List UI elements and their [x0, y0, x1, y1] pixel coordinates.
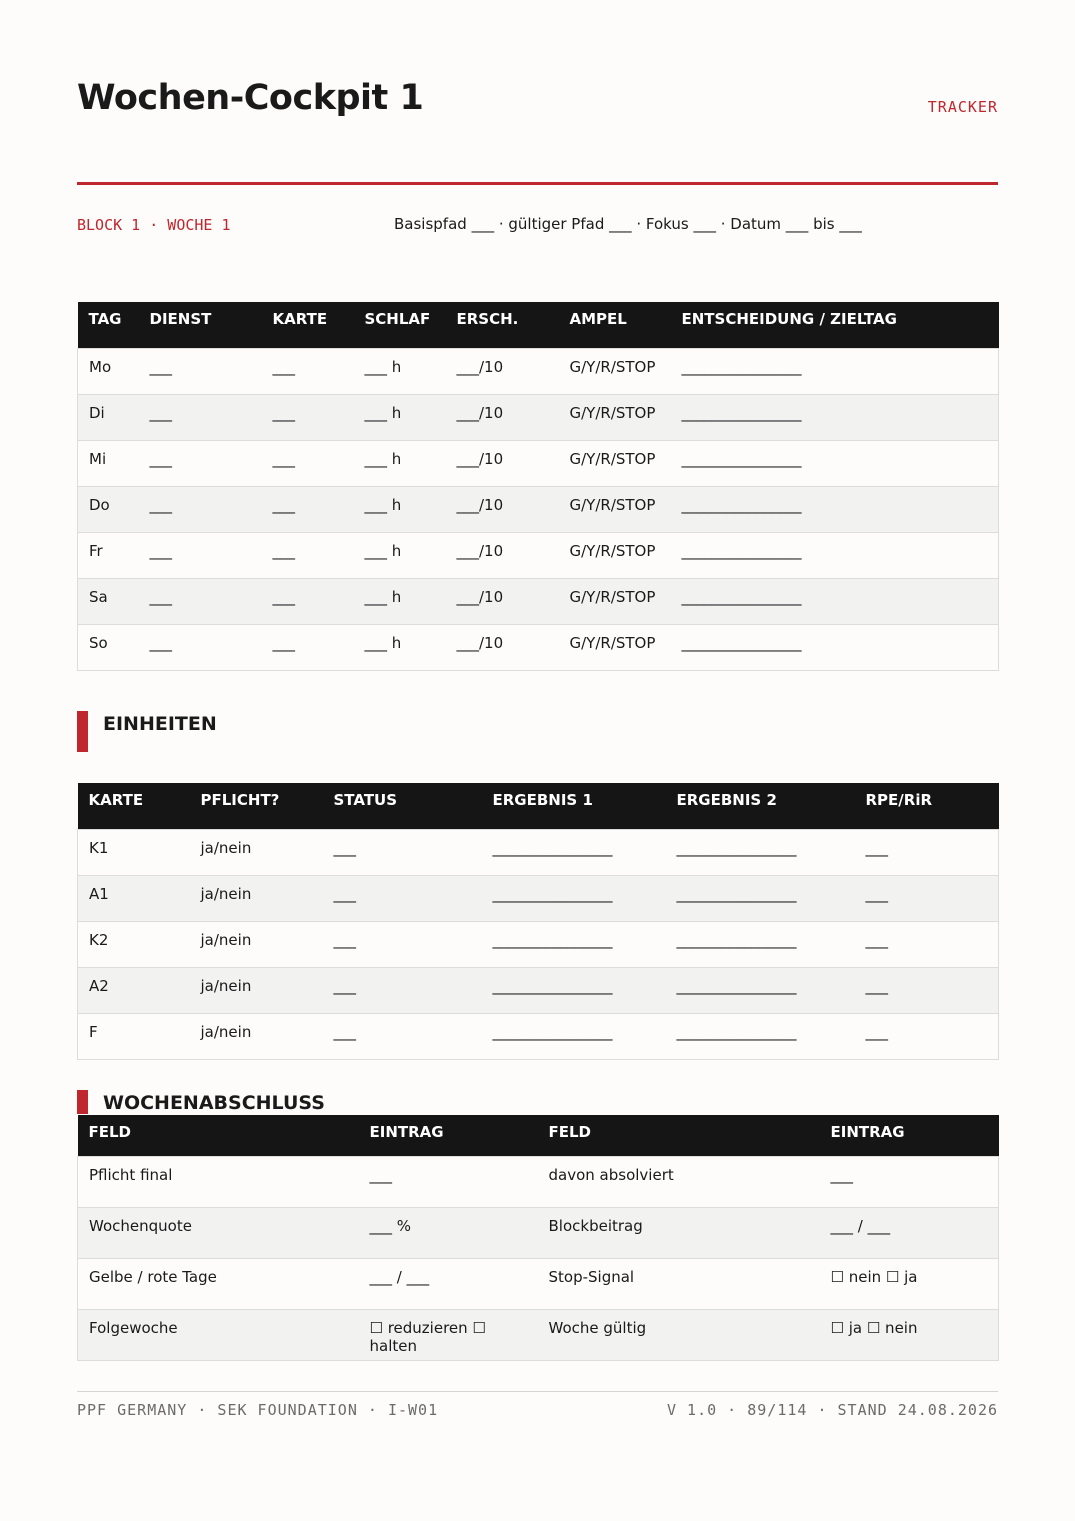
table-cell: ___/10: [446, 440, 559, 486]
table-cell: ___: [139, 486, 262, 532]
table-row: [78, 1309, 999, 1360]
table-cell: ___ h: [354, 578, 446, 624]
table-cell: ja/nein: [190, 875, 323, 921]
table-cell: Stop-Signal: [538, 1258, 820, 1309]
table-cell: ___: [262, 348, 354, 394]
table-cell: ________________: [671, 394, 999, 440]
table-cell: ___: [323, 829, 482, 875]
table-cell: G/Y/R/STOP: [559, 348, 671, 394]
column-header: DIENST: [139, 302, 262, 348]
table-cell: G/Y/R/STOP: [559, 624, 671, 670]
column-header: RPE/RiR: [855, 783, 999, 829]
table-cell: ___: [262, 394, 354, 440]
table-cell: ☐ nein ☐ ja: [820, 1258, 999, 1309]
row-label-cell: So: [78, 624, 139, 670]
column-header: SCHLAF: [354, 302, 446, 348]
table-cell: ________________: [666, 1013, 855, 1059]
table-cell: ________________: [671, 624, 999, 670]
table-row: [78, 1013, 999, 1059]
row-label-cell: Mo: [78, 348, 139, 394]
table-cell: ___: [262, 532, 354, 578]
table-row: [78, 486, 999, 532]
table-cell: ☐ ja ☐ nein: [820, 1309, 999, 1360]
table-cell: Blockbeitrag: [538, 1207, 820, 1258]
column-header: ERGEBNIS 1: [482, 783, 666, 829]
table-cell: ja/nein: [190, 921, 323, 967]
row-label-cell: Sa: [78, 578, 139, 624]
table-cell: ___ / ___: [820, 1207, 999, 1258]
table-cell: ___: [139, 578, 262, 624]
table-cell: ___: [323, 921, 482, 967]
row-label-cell: A2: [78, 967, 190, 1013]
table-cell: ________________: [671, 348, 999, 394]
table-cell: ___/10: [446, 394, 559, 440]
table-cell: ___: [262, 578, 354, 624]
footer-left: PPF GERMANY · SEK FOUNDATION · I-W01: [77, 1401, 439, 1419]
table-cell: ___: [262, 440, 354, 486]
column-header: TAG: [78, 302, 139, 348]
table-row: [78, 348, 999, 394]
row-label-cell: Di: [78, 394, 139, 440]
table-row: [78, 921, 999, 967]
week-summary-table: [77, 1115, 999, 1361]
table-row: [78, 1207, 999, 1258]
table-cell: ___: [855, 829, 999, 875]
table-cell: ________________: [482, 875, 666, 921]
table-cell: ________________: [671, 486, 999, 532]
table-cell: ___: [855, 1013, 999, 1059]
section-accent-bar: [77, 711, 88, 752]
row-label-cell: Fr: [78, 532, 139, 578]
table-cell: ja/nein: [190, 1013, 323, 1059]
table-cell: ___/10: [446, 348, 559, 394]
column-header: FELD: [538, 1115, 820, 1156]
table-cell: ___/10: [446, 486, 559, 532]
table-cell: ________________: [482, 829, 666, 875]
table-cell: G/Y/R/STOP: [559, 578, 671, 624]
table-cell: ___: [323, 967, 482, 1013]
column-header: KARTE: [78, 783, 190, 829]
row-label-cell: Folgewoche: [78, 1309, 359, 1360]
table-cell: Woche gültig: [538, 1309, 820, 1360]
column-header: ERSCH.: [446, 302, 559, 348]
table-cell: G/Y/R/STOP: [559, 532, 671, 578]
table-cell: ________________: [482, 921, 666, 967]
header-divider: [77, 182, 998, 185]
table-cell: ___ h: [354, 532, 446, 578]
table-cell: ___ / ___: [359, 1258, 538, 1309]
table-row: [78, 967, 999, 1013]
table-row: [78, 578, 999, 624]
table-row: [78, 829, 999, 875]
table-cell: ___: [139, 624, 262, 670]
table-cell: ________________: [671, 440, 999, 486]
column-header: AMPEL: [559, 302, 671, 348]
table-cell: ___: [323, 1013, 482, 1059]
table-cell: ___/10: [446, 578, 559, 624]
table-cell: ___: [323, 875, 482, 921]
table-header-row: [78, 302, 999, 348]
footer-right: V 1.0 · 89/114 · STAND 24.08.2026: [666, 1401, 998, 1419]
column-header: FELD: [78, 1115, 359, 1156]
table-cell: ___/10: [446, 532, 559, 578]
row-label-cell: K1: [78, 829, 190, 875]
row-label-cell: F: [78, 1013, 190, 1059]
table-cell: ________________: [482, 1013, 666, 1059]
table-cell: ___ h: [354, 624, 446, 670]
table-row: [78, 1156, 999, 1207]
table-cell: G/Y/R/STOP: [559, 394, 671, 440]
footer-divider: [77, 1391, 998, 1392]
table-cell: ☐ reduzieren ☐ halten: [359, 1309, 538, 1360]
page-title: Wochen-Cockpit 1: [77, 78, 424, 118]
daily-tracker-table: [77, 302, 999, 671]
table-cell: ___ h: [354, 486, 446, 532]
table-cell: ___ h: [354, 440, 446, 486]
table-row: [78, 624, 999, 670]
table-cell: ja/nein: [190, 829, 323, 875]
table-cell: ___: [359, 1156, 538, 1207]
table-cell: ___: [139, 532, 262, 578]
row-label-cell: Pflicht final: [78, 1156, 359, 1207]
table-header-row: [78, 1115, 999, 1156]
column-header: ERGEBNIS 2: [666, 783, 855, 829]
table-cell: ________________: [666, 967, 855, 1013]
column-header: EINTRAG: [820, 1115, 999, 1156]
table-cell: ___/10: [446, 624, 559, 670]
table-cell: ___: [855, 921, 999, 967]
table-cell: ___: [820, 1156, 999, 1207]
table-cell: ________________: [666, 829, 855, 875]
column-header: ENTSCHEIDUNG / ZIELTAG: [671, 302, 999, 348]
column-header: EINTRAG: [359, 1115, 538, 1156]
document-tag: TRACKER: [927, 98, 998, 116]
table-cell: ___: [855, 875, 999, 921]
table-cell: G/Y/R/STOP: [559, 440, 671, 486]
table-cell: ___: [139, 348, 262, 394]
row-label-cell: Wochenquote: [78, 1207, 359, 1258]
table-header-row: [78, 783, 999, 829]
table-row: [78, 440, 999, 486]
table-cell: ___ h: [354, 348, 446, 394]
row-label-cell: Mi: [78, 440, 139, 486]
table-row: [78, 532, 999, 578]
column-header: STATUS: [323, 783, 482, 829]
table-cell: ________________: [666, 875, 855, 921]
table-row: [78, 394, 999, 440]
table-cell: ___: [139, 394, 262, 440]
meta-fields-line: Basispfad ___ · gültiger Pfad ___ · Fokus ___ · Datum ___ bis ___: [394, 215, 862, 233]
table-cell: ________________: [671, 532, 999, 578]
table-cell: ___: [139, 440, 262, 486]
row-label-cell: K2: [78, 921, 190, 967]
column-header: KARTE: [262, 302, 354, 348]
table-cell: ___: [855, 967, 999, 1013]
units-table: [77, 783, 999, 1060]
table-cell: ja/nein: [190, 967, 323, 1013]
table-cell: ___: [262, 486, 354, 532]
section-accent-bar: [77, 1090, 88, 1114]
table-row: [78, 1258, 999, 1309]
section-title: EINHEITEN: [103, 713, 217, 735]
row-label-cell: A1: [78, 875, 190, 921]
table-cell: G/Y/R/STOP: [559, 486, 671, 532]
table-cell: ________________: [482, 967, 666, 1013]
row-label-cell: Gelbe / rote Tage: [78, 1258, 359, 1309]
table-cell: ________________: [671, 578, 999, 624]
table-cell: davon absolviert: [538, 1156, 820, 1207]
table-cell: ___ h: [354, 394, 446, 440]
table-cell: ___: [262, 624, 354, 670]
block-week-label: BLOCK 1 · WOCHE 1: [77, 216, 231, 234]
column-header: PFLICHT?: [190, 783, 323, 829]
section-title: WOCHENABSCHLUSS: [103, 1092, 325, 1114]
row-label-cell: Do: [78, 486, 139, 532]
table-row: [78, 875, 999, 921]
table-cell: ________________: [666, 921, 855, 967]
table-cell: ___ %: [359, 1207, 538, 1258]
